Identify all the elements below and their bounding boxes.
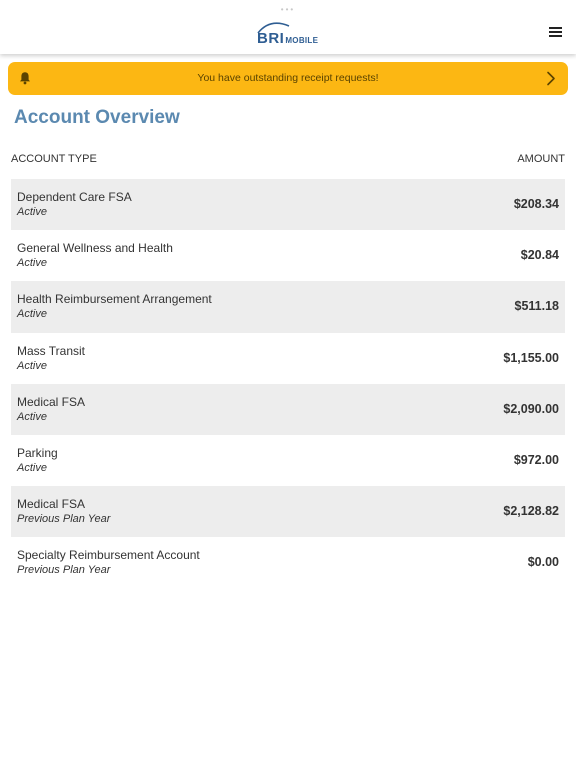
page-title: Account Overview (14, 107, 180, 128)
account-amount: $2,090.00 (503, 401, 559, 416)
account-row[interactable] (11, 537, 565, 588)
account-amount: $972.00 (513, 452, 559, 467)
account-amount: $20.84 (520, 248, 559, 263)
account-row[interactable] (11, 281, 565, 332)
logo-bri: BRI (257, 30, 285, 47)
bri-mobile-logo (250, 20, 330, 48)
account-amount: $208.34 (513, 197, 559, 211)
account-list (11, 179, 565, 589)
logo-text (257, 31, 318, 49)
hamburger-menu-icon[interactable] (546, 22, 566, 42)
account-status: Active (17, 461, 47, 474)
account-status: Previous Plan Year (17, 564, 111, 577)
account-name: Specialty Reimbursement Account (17, 548, 200, 563)
account-status: Active (17, 257, 47, 270)
banner-message: You have outstanding receipt requests! (197, 72, 379, 84)
account-row[interactable] (11, 230, 565, 281)
receipt-requests-banner[interactable] (8, 62, 568, 95)
account-status: Active (17, 206, 47, 218)
status-dots: ••• (280, 5, 296, 14)
account-status: Active (17, 359, 47, 372)
account-row[interactable] (11, 384, 565, 435)
account-name: General Wellness and Health (17, 241, 173, 256)
account-status: Previous Plan Year (17, 513, 111, 526)
account-name: Health Reimbursement Arrangement (17, 292, 212, 307)
account-row[interactable] (11, 333, 565, 384)
column-header-account-type: ACCOUNT TYPE (11, 153, 97, 165)
account-row[interactable] (11, 179, 565, 230)
account-row[interactable] (11, 435, 565, 486)
account-name: Mass Transit (17, 343, 86, 358)
chevron-right-icon (546, 71, 556, 86)
account-status: Active (17, 410, 47, 423)
account-name: Dependent Care FSA (17, 190, 132, 204)
account-status: Active (17, 308, 47, 321)
column-header-amount: AMOUNT (517, 153, 565, 165)
account-name: Medical FSA (17, 497, 86, 512)
account-amount: $2,128.82 (503, 504, 559, 519)
top-header (0, 0, 576, 54)
account-name: Medical FSA (17, 394, 86, 409)
account-amount: $511.18 (514, 299, 559, 314)
account-amount: $1,155.00 (503, 350, 559, 365)
account-amount: $0.00 (527, 555, 559, 570)
account-name: Parking (17, 445, 58, 460)
account-row[interactable] (11, 486, 565, 537)
logo-mobile: MOBILE (285, 36, 319, 45)
